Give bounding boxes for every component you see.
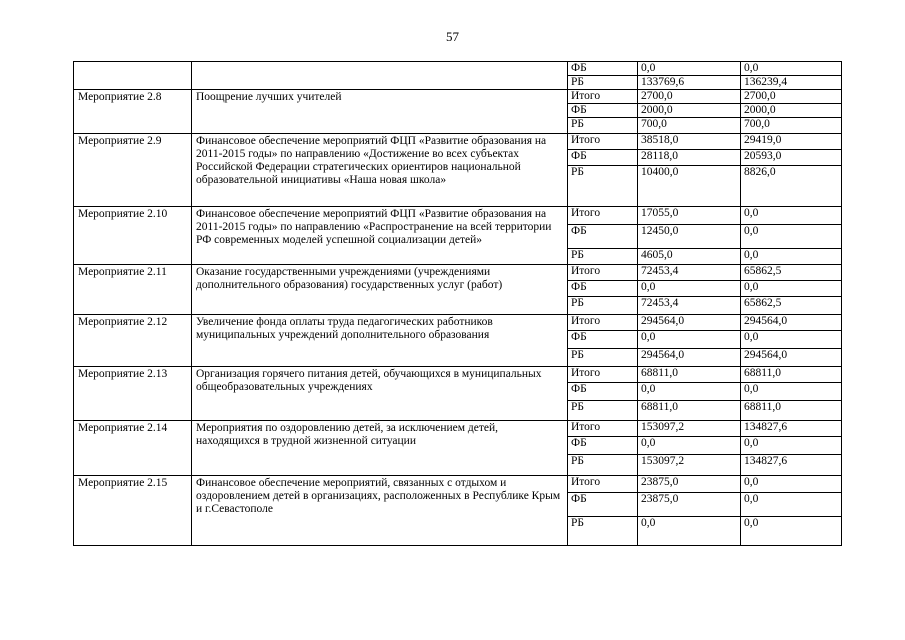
description-cell: Мероприятия по оздоровлению детей, за исключением детей, находящихся в трудной жизненной ситуации [192,421,568,476]
funding-type-cell: Итого [568,134,638,150]
table-row [74,367,842,383]
value-cell-1: 28118,0 [638,150,741,166]
value-cell-2: 294564,0 [741,315,842,331]
value-cell-2: 8826,0 [741,166,842,207]
description-cell: Финансовое обеспечение мероприятий ФЦП «Развитие образования на 2011-2015 годы» по направлению «Распространение на всей территории РФ современных моделей успешной социализации детей» [192,207,568,265]
measure-cell: Мероприятие 2.11 [74,265,192,315]
value-cell-2: 68811,0 [741,367,842,383]
value-cell-1: 72453,4 [638,297,741,315]
funding-type-cell: РБ [568,166,638,207]
table-row [74,90,842,104]
value-cell-2: 294564,0 [741,349,842,367]
description-cell [192,62,568,90]
value-cell-2: 65862,5 [741,297,842,315]
value-cell-2: 700,0 [741,118,842,134]
funding-type-cell: Итого [568,90,638,104]
measure-cell: Мероприятие 2.8 [74,90,192,134]
value-cell-1: 68811,0 [638,367,741,383]
funding-type-cell: ФБ [568,493,638,517]
funding-type-cell: РБ [568,401,638,421]
value-cell-2: 0,0 [741,383,842,401]
value-cell-1: 153097,2 [638,421,741,437]
value-cell-1: 133769,6 [638,76,741,90]
description-cell: Финансовое обеспечение мероприятий ФЦП «Развитие образования на 2011-2015 годы» по направлению «Достижение во всех субъектах Российской Федерации стратегических ориентиров национальной образовательной инициативы «Наша новая школа» [192,134,568,207]
value-cell-1: 0,0 [638,331,741,349]
value-cell-2: 29419,0 [741,134,842,150]
value-cell-2: 0,0 [741,493,842,517]
funding-type-cell: Итого [568,367,638,383]
funding-type-cell: ФБ [568,62,638,76]
value-cell-2: 0,0 [741,517,842,546]
value-cell-2: 0,0 [741,207,842,225]
value-cell-2: 2000,0 [741,104,842,118]
value-cell-1: 0,0 [638,62,741,76]
funding-type-cell: РБ [568,349,638,367]
measure-cell: Мероприятие 2.13 [74,367,192,421]
budget-table [73,61,842,546]
value-cell-2: 2700,0 [741,90,842,104]
value-cell-2: 20593,0 [741,150,842,166]
funding-type-cell: ФБ [568,331,638,349]
description-cell: Финансовое обеспечение мероприятий, связанных с отдыхом и оздоровлением детей в организациях, расположенных в Республике Крым и г.Севастополе [192,476,568,546]
funding-type-cell: РБ [568,297,638,315]
value-cell-1: 2000,0 [638,104,741,118]
measure-cell: Мероприятие 2.9 [74,134,192,207]
funding-type-cell: РБ [568,455,638,476]
value-cell-1: 153097,2 [638,455,741,476]
value-cell-2: 136239,4 [741,76,842,90]
table-row [74,476,842,493]
value-cell-1: 72453,4 [638,265,741,281]
funding-type-cell: ФБ [568,150,638,166]
funding-type-cell: РБ [568,118,638,134]
table-row [74,265,842,281]
measure-cell [74,62,192,90]
value-cell-1: 38518,0 [638,134,741,150]
value-cell-2: 0,0 [741,281,842,297]
value-cell-1: 0,0 [638,517,741,546]
table-row [74,134,842,150]
funding-type-cell: ФБ [568,104,638,118]
value-cell-2: 0,0 [741,437,842,455]
measure-cell: Мероприятие 2.12 [74,315,192,367]
measure-cell: Мероприятие 2.14 [74,421,192,476]
funding-type-cell: Итого [568,265,638,281]
value-cell-1: 68811,0 [638,401,741,421]
funding-type-cell: Итого [568,421,638,437]
measure-cell: Мероприятие 2.15 [74,476,192,546]
funding-type-cell: РБ [568,517,638,546]
funding-type-cell: РБ [568,249,638,265]
value-cell-1: 0,0 [638,281,741,297]
value-cell-2: 65862,5 [741,265,842,281]
description-cell: Поощрение лучших учителей [192,90,568,134]
value-cell-1: 0,0 [638,383,741,401]
value-cell-1: 294564,0 [638,349,741,367]
value-cell-1: 4605,0 [638,249,741,265]
value-cell-1: 700,0 [638,118,741,134]
value-cell-2: 0,0 [741,331,842,349]
value-cell-2: 134827,6 [741,455,842,476]
funding-type-cell: ФБ [568,437,638,455]
value-cell-1: 0,0 [638,437,741,455]
funding-type-cell: Итого [568,476,638,493]
value-cell-1: 2700,0 [638,90,741,104]
value-cell-2: 0,0 [741,225,842,249]
page-number: 57 [446,29,459,44]
funding-type-cell: РБ [568,76,638,90]
value-cell-2: 68811,0 [741,401,842,421]
table-row [74,315,842,331]
table-row [74,62,842,76]
value-cell-1: 23875,0 [638,493,741,517]
measure-cell: Мероприятие 2.10 [74,207,192,265]
table-row [74,421,842,437]
funding-type-cell: ФБ [568,225,638,249]
funding-type-cell: Итого [568,315,638,331]
funding-type-cell: ФБ [568,281,638,297]
value-cell-1: 10400,0 [638,166,741,207]
value-cell-1: 12450,0 [638,225,741,249]
description-cell: Организация горячего питания детей, обучающихся в муниципальных общеобразовательных учреждениях [192,367,568,421]
value-cell-1: 294564,0 [638,315,741,331]
value-cell-2: 0,0 [741,62,842,76]
funding-type-cell: ФБ [568,383,638,401]
funding-type-cell: Итого [568,207,638,225]
value-cell-2: 134827,6 [741,421,842,437]
value-cell-1: 17055,0 [638,207,741,225]
value-cell-2: 0,0 [741,249,842,265]
value-cell-2: 0,0 [741,476,842,493]
description-cell: Увеличение фонда оплаты труда педагогических работников муниципальных учреждений дополнительного образования [192,315,568,367]
table-row [74,207,842,225]
value-cell-1: 23875,0 [638,476,741,493]
description-cell: Оказание государственными учреждениями (учреждениями дополнительного образования) государственных услуг (работ) [192,265,568,315]
